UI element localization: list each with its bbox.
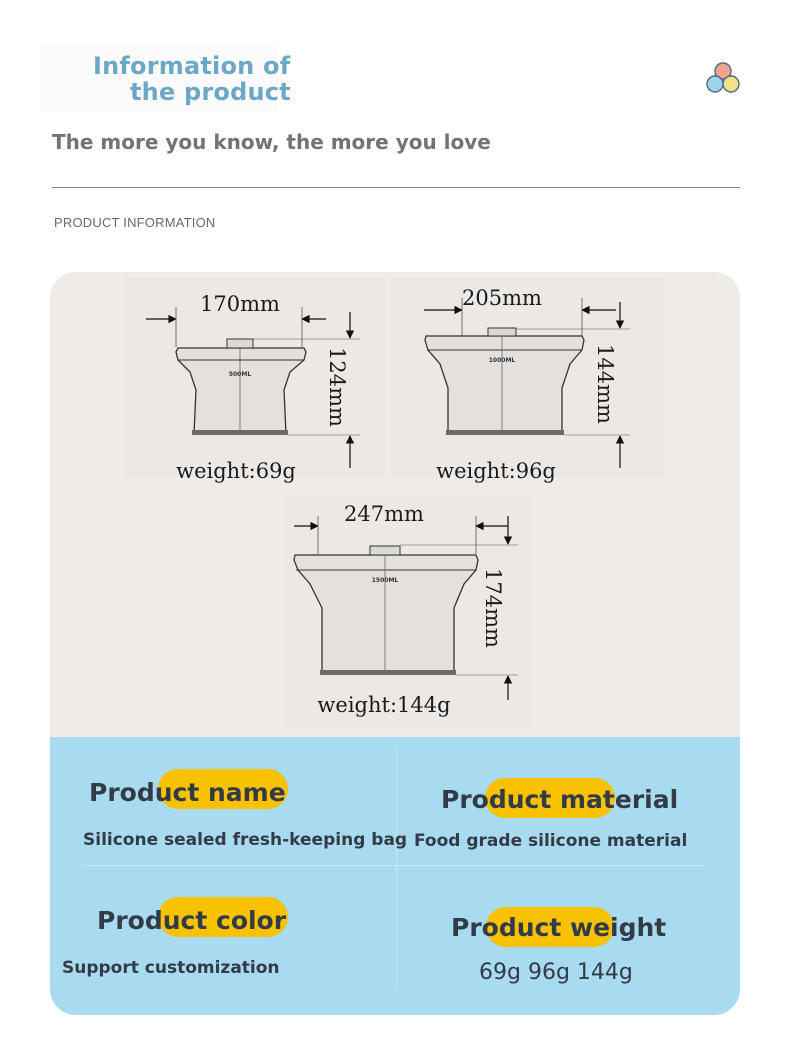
- subtitle: The more you know, the more you love: [52, 130, 491, 154]
- product-material-label: Product material: [441, 785, 679, 814]
- grid-divider-vertical: [396, 747, 397, 987]
- capacity-label-3: 1500ML: [371, 577, 399, 584]
- capacity-label-1: 500ML: [228, 371, 252, 378]
- product-weight-value: 69g 96g 144g: [479, 960, 633, 985]
- dimension-diagrams: [50, 272, 740, 737]
- weight-label-3: weight:144g: [317, 693, 451, 717]
- weight-label-2: weight:96g: [436, 459, 556, 483]
- product-info-grid: [50, 737, 740, 1015]
- product-card: [50, 272, 740, 1015]
- capacity-label-2: 1000ML: [488, 357, 516, 364]
- width-label-2: 205mm: [462, 286, 542, 310]
- dimension-diagrams-svg: [50, 272, 740, 737]
- product-weight-label: Product weight: [451, 913, 667, 942]
- page-title-line2: the product: [130, 78, 291, 106]
- page-title-line1: Information of: [93, 52, 291, 80]
- height-label-1: 124mm: [325, 347, 349, 427]
- section-tag: [52, 214, 215, 232]
- product-name-value: Silicone sealed fresh-keeping bag: [83, 830, 408, 850]
- height-label-2: 144mm: [593, 344, 617, 424]
- product-color-label: Product color: [97, 906, 287, 935]
- width-label-1: 170mm: [200, 292, 280, 316]
- weight-label-1: weight:69g: [176, 459, 296, 483]
- grid-divider-horizontal: [82, 865, 704, 866]
- product-material-value: Food grade silicone material: [414, 831, 688, 851]
- divider: [52, 187, 740, 188]
- diagram-1000ml: [390, 277, 665, 483]
- width-label-3: 247mm: [344, 502, 424, 526]
- height-label-3: 174mm: [481, 568, 505, 648]
- diagram-1500ml: [282, 494, 532, 730]
- product-color-value: Support customization: [62, 958, 280, 978]
- product-name-label: Product name: [89, 778, 286, 807]
- three-circles-logo-icon: [704, 60, 744, 96]
- section-tag-label: PRODUCT INFORMATION: [54, 215, 216, 230]
- diagram-500ml: [125, 277, 385, 483]
